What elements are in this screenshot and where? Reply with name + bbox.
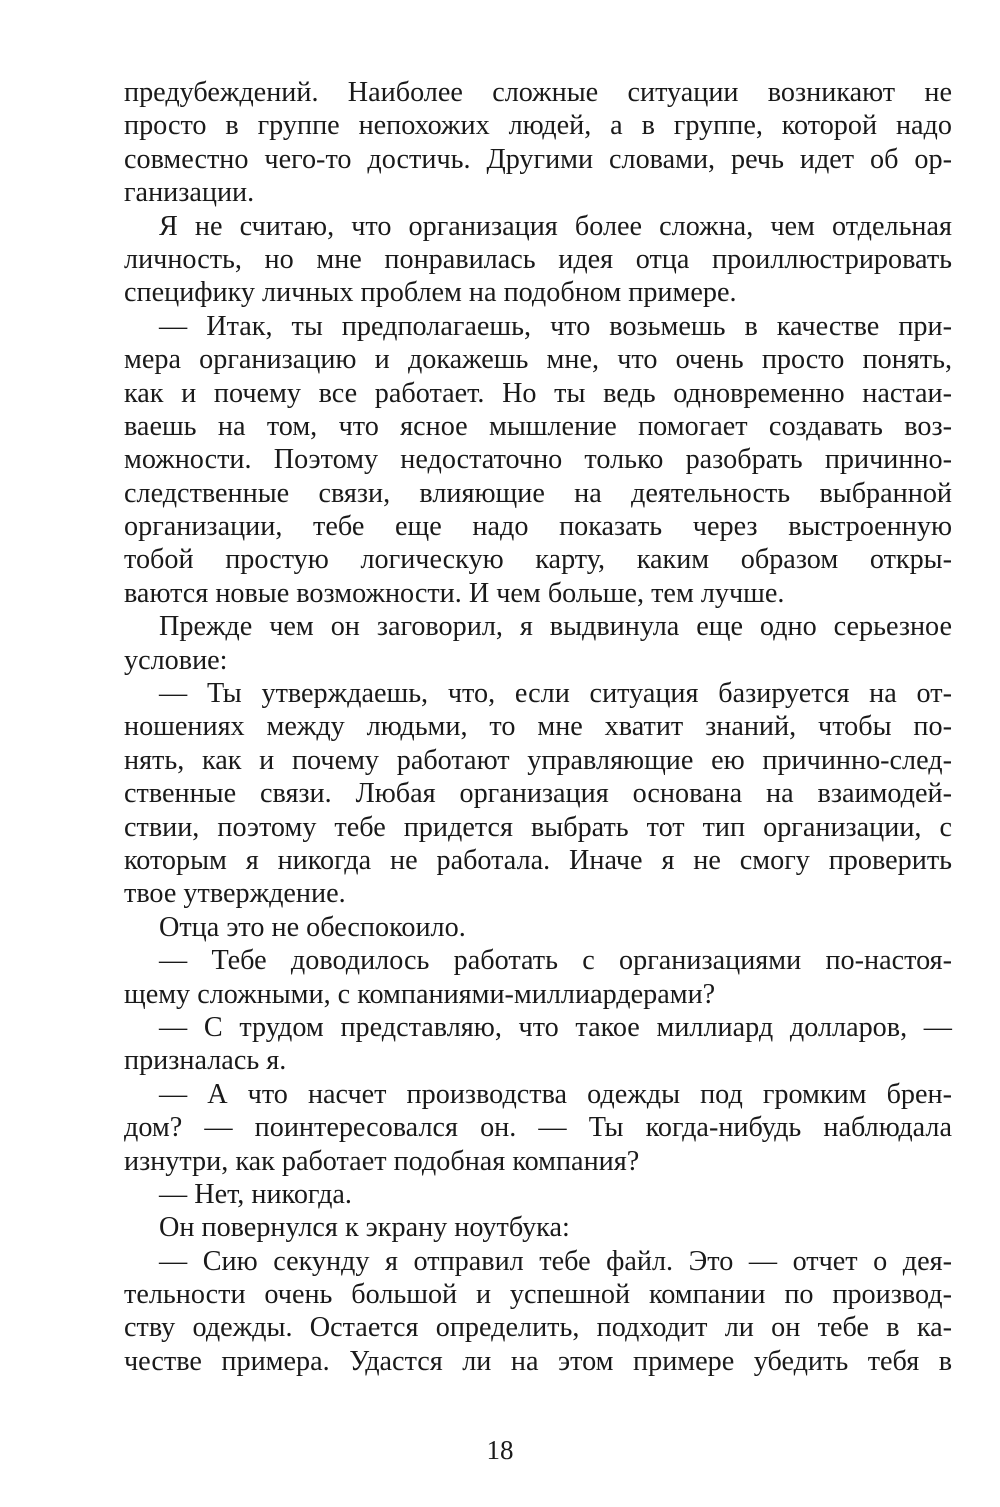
text-line: тельности очень большой и успешной компании по производ- (124, 1279, 952, 1311)
text-line: — Итак, ты предполагаешь, что возьмешь в качестве при- (159, 310, 952, 342)
text-line: ствии, поэтому тебе придется выбрать тот тип организации, с (124, 811, 952, 843)
text-line: ваются новые возможности. И чем больше, тем лучше. (124, 577, 785, 609)
text-line: личность, но мне понравилась идея отца проиллюстрировать (124, 243, 952, 275)
text-line: — Сию секунду я отправил тебе файл. Это — отчет о дея- (159, 1245, 952, 1277)
text-line: дом? — поинтересовался он. — Ты когда-нибудь наблюдала (124, 1112, 952, 1144)
text-line: — Ты утверждаешь, что, если ситуация базируется на от- (159, 678, 952, 710)
text-line: тобой простую логическую карту, каким образом откры- (124, 544, 952, 576)
text-line: мера организацию и докажешь мне, что очень просто понять, (124, 344, 952, 376)
text-line: призналась я. (124, 1045, 287, 1077)
text-line: изнутри, как работает подобная компания? (124, 1145, 640, 1177)
text-line: — С трудом представляю, что такое миллиард долларов, — (159, 1011, 952, 1043)
text-line: организации, тебе еще надо показать через выстроенную (124, 511, 952, 543)
text-line: просто в группе непохожих людей, а в группе, которой надо (124, 110, 952, 142)
text-line: как и почему все работает. Но ты ведь одновременно настаи- (124, 377, 952, 409)
text-line: условие: (124, 644, 228, 676)
text-line: ношениях между людьми, то мне хватит знаний, чтобы по- (124, 711, 952, 743)
text-line: следственные связи, влияющие на деятельность выбранной (124, 477, 952, 509)
text-line: ваешь на том, что ясное мышление помогает создавать воз- (124, 410, 952, 442)
text-line: Он повернулся к экрану ноутбука: (159, 1212, 570, 1244)
text-line: совместно чего-то достичь. Другими словами, речь идет об ор- (124, 143, 952, 175)
text-line: которым я никогда не работала. Иначе я не смогу проверить (124, 844, 952, 876)
text-line: ганизации. (124, 177, 255, 209)
text-line: твое утверждение. (124, 878, 346, 910)
body-text (124, 76, 952, 1378)
text-line: щему сложными, с компаниями-миллиардерами? (124, 978, 716, 1010)
text-line: — Нет, никогда. (159, 1178, 352, 1210)
text-line: Прежде чем он заговорил, я выдвинула еще одно серьезное (159, 611, 952, 643)
text-line: Отца это не обеспокоило. (159, 911, 466, 943)
text-line: — А что насчет производства одежды под громким брен- (159, 1078, 952, 1110)
text-line: честве примера. Удастся ли на этом примере убедить тебя в (124, 1345, 952, 1377)
text-line: Я не считаю, что организация более сложна, чем отдельная (159, 210, 952, 242)
text-line: можности. Поэтому недостаточно только разобрать причинно- (124, 444, 952, 476)
text-line: — Тебе доводилось работать с организациями по-настоя- (159, 945, 952, 977)
text-line: нять, как и почему работают управляющие ею причинно-след- (124, 744, 952, 776)
text-line: ству одежды. Остается определить, подходит ли он тебе в ка- (124, 1312, 952, 1344)
text-line: предубеждений. Наиболее сложные ситуации возникают не (124, 77, 952, 108)
text-line: специфику личных проблем на подобном примере. (124, 277, 737, 309)
page-number: 18 (486, 1435, 514, 1465)
text-line: ственные связи. Любая организация основана на взаимодей- (124, 778, 952, 810)
